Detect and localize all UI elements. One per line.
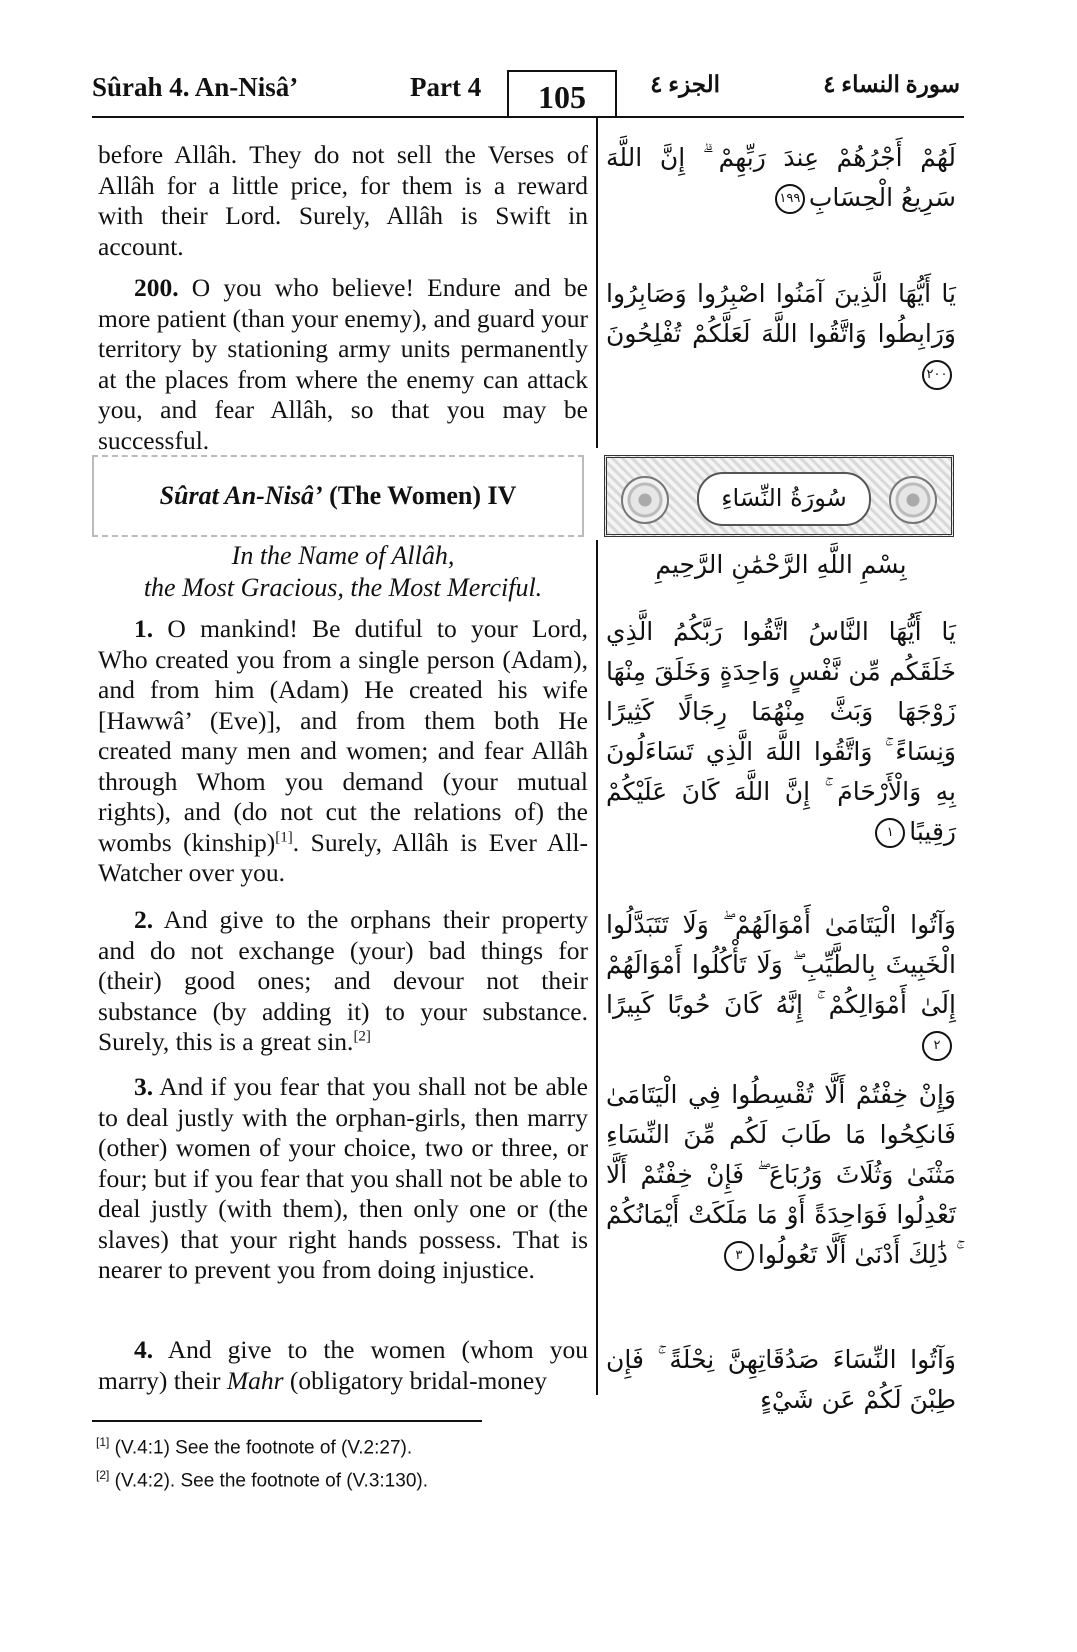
verse-2-arabic: وَآتُوا الْيَتَامَىٰ أَمْوَالَهُمْ ۖ وَلَا تَتَبَدَّلُوا الْخَبِيثَ بِالطَّيِّبِ ۖ وَلَا تَأْكُلُوا أَمْوَالَهُمْ إِلَىٰ أَمْوَالِكُمْ ۚ إِنَّهُ كَانَ حُوبًا كَبِيرًا٢ — [606, 905, 956, 1065]
header-surah-title: Sûrah 4. An-Nisâ’ — [92, 72, 299, 102]
page-number: 105 — [507, 70, 617, 116]
surah-title-rest: (The Women) IV — [322, 481, 517, 510]
ayah-marker: ٢ — [922, 1031, 952, 1061]
verse-199-translation: before Allâh. They do not sell the Verses of Allâh for a little price, for them is a reward with their Lord. Surely, Allâh is Swift in account. — [98, 140, 588, 261]
column-divider — [596, 540, 598, 1395]
ayah-marker: ١٩٩ — [775, 184, 805, 214]
footnote-ref[interactable]: [2] — [353, 1028, 371, 1045]
verse-4-arabic: وَآتُوا النِّسَاءَ صَدُقَاتِهِنَّ نِحْلَةً ۚ فَإِن طِبْنَ لَكُمْ عَن شَيْءٍ — [606, 1345, 956, 1414]
ayah-marker: ٢٠٠ — [922, 360, 952, 390]
footnote-2: [2] (V.4:2). See the footnote of (V.3:130). — [96, 1468, 428, 1492]
verse-2-translation: 2. And give to the orphans their property and do not exchange (your) bad things for (their) good ones; and devour not their substance (by adding it) to your substance. Surely, this is a great sin.[2] — [98, 905, 588, 1056]
verse-1-arabic: يَا أَيُّهَا النَّاسُ اتَّقُوا رَبَّكُمُ الَّذِي خَلَقَكُم مِّن نَّفْسٍ وَاحِدَةٍ وَخَلَقَ مِنْهَا زَوْجَهَا وَبَثَّ مِنْهُمَا رِجَالًا كَثِيرًا وَنِسَاءً ۚ وَاتَّقُوا اللَّهَ الَّذِي تَسَاءَلُونَ بِهِ وَالْأَرْحَامَ ۚ إِنَّ اللَّهَ كَانَ عَلَيْكُمْ رَقِيبًا١ — [606, 617, 956, 846]
bismillah-arabic: بِسْمِ اللَّهِ الرَّحْمَٰنِ الرَّحِيمِ — [655, 550, 907, 579]
ornament-rosette-icon — [889, 476, 937, 524]
verse-3-arabic: وَإِنْ خِفْتُمْ أَلَّا تُقْسِطُوا فِي الْيَتَامَىٰ فَانكِحُوا مَا طَابَ لَكُم مِّنَ النِّسَاءِ مَثْنَىٰ وَثُلَاثَ وَرُبَاعَ ۖ فَإِنْ خِفْتُمْ أَلَّا تَعْدِلُوا فَوَاحِدَةً أَوْ مَا مَلَكَتْ أَيْمَانُكُمْ ۚ ذَٰلِكَ أَدْنَىٰ أَلَّا تَعُولُوا٣ — [606, 1080, 956, 1269]
verse-3-translation: 3. And if you fear that you shall not be able to deal justly with the orphan-girls, then marry (other) women of your choice, two or three, or four; but if you fear that you shall not be able to deal justly (with them), then only one or (the slaves) that your right hands possess. That is nearer to prevent you from doing injustice. — [98, 1072, 588, 1284]
ornament-rosette-icon — [621, 476, 669, 524]
footnote-rule — [92, 1420, 482, 1422]
surah-title-box — [92, 455, 584, 537]
verse-200-arabic: يَا أَيُّهَا الَّذِينَ آمَنُوا اصْبِرُوا وَصَابِرُوا وَرَابِطُوا وَاتَّقُوا اللَّهَ لَعَلَّكُمْ تُفْلِحُونَ٢٠٠ — [606, 274, 956, 394]
surah-title-italic: Sûrat An-Nisâ’ — [159, 481, 323, 510]
header-part-arabic: الجزء ٤ — [650, 72, 720, 97]
footnote-1: [1] (V.4:1) See the footnote of (V.2:27). — [96, 1435, 413, 1459]
header-part: Part 4 — [410, 72, 482, 102]
verse-1-translation: 1. O mankind! Be dutiful to your Lord, Who created you from a single person (Adam), and from him (Adam) He created his wife [Hawwâ’ (Eve)], and from them both He created many men and women; and fear Allâh through Whom you demand (your mutual rights), and (do not cut the relations of) the wombs (kinship)[1]. Surely, Allâh is Ever All- Watcher over you. — [98, 614, 589, 887]
column-divider — [596, 118, 598, 448]
verse-200-translation: 200. O you who believe! Endure and be more patient (than your enemy), and guard your territory by stationing army units permanently at the places from where the enemy can attack you, and fear Allâh, so that you may be successful. — [98, 273, 589, 455]
surah-ornamental-banner — [604, 455, 954, 537]
verse-199-arabic: لَهُمْ أَجْرُهُمْ عِندَ رَبِّهِمْ ۗ إِنَّ اللَّهَ سَرِيعُ الْحِسَابِ١٩٩ — [606, 143, 956, 212]
ayah-marker: ١ — [875, 818, 905, 848]
header-rule — [92, 116, 964, 118]
bismillah-translation: In the Name of Allâh, the Most Gracious, the Most Merciful. — [143, 541, 543, 602]
header-surah-arabic: سورة النساء ٤ — [823, 72, 960, 97]
verse-4-translation: 4. And give to the women (whom you marry) their Mahr (obligatory bridal-money — [98, 1335, 588, 1395]
ayah-marker: ٣ — [724, 1241, 754, 1271]
surah-title-arabic: سُورَةُ النِّسَاءِ — [697, 472, 871, 526]
footnote-ref[interactable]: [1] — [275, 829, 293, 845]
